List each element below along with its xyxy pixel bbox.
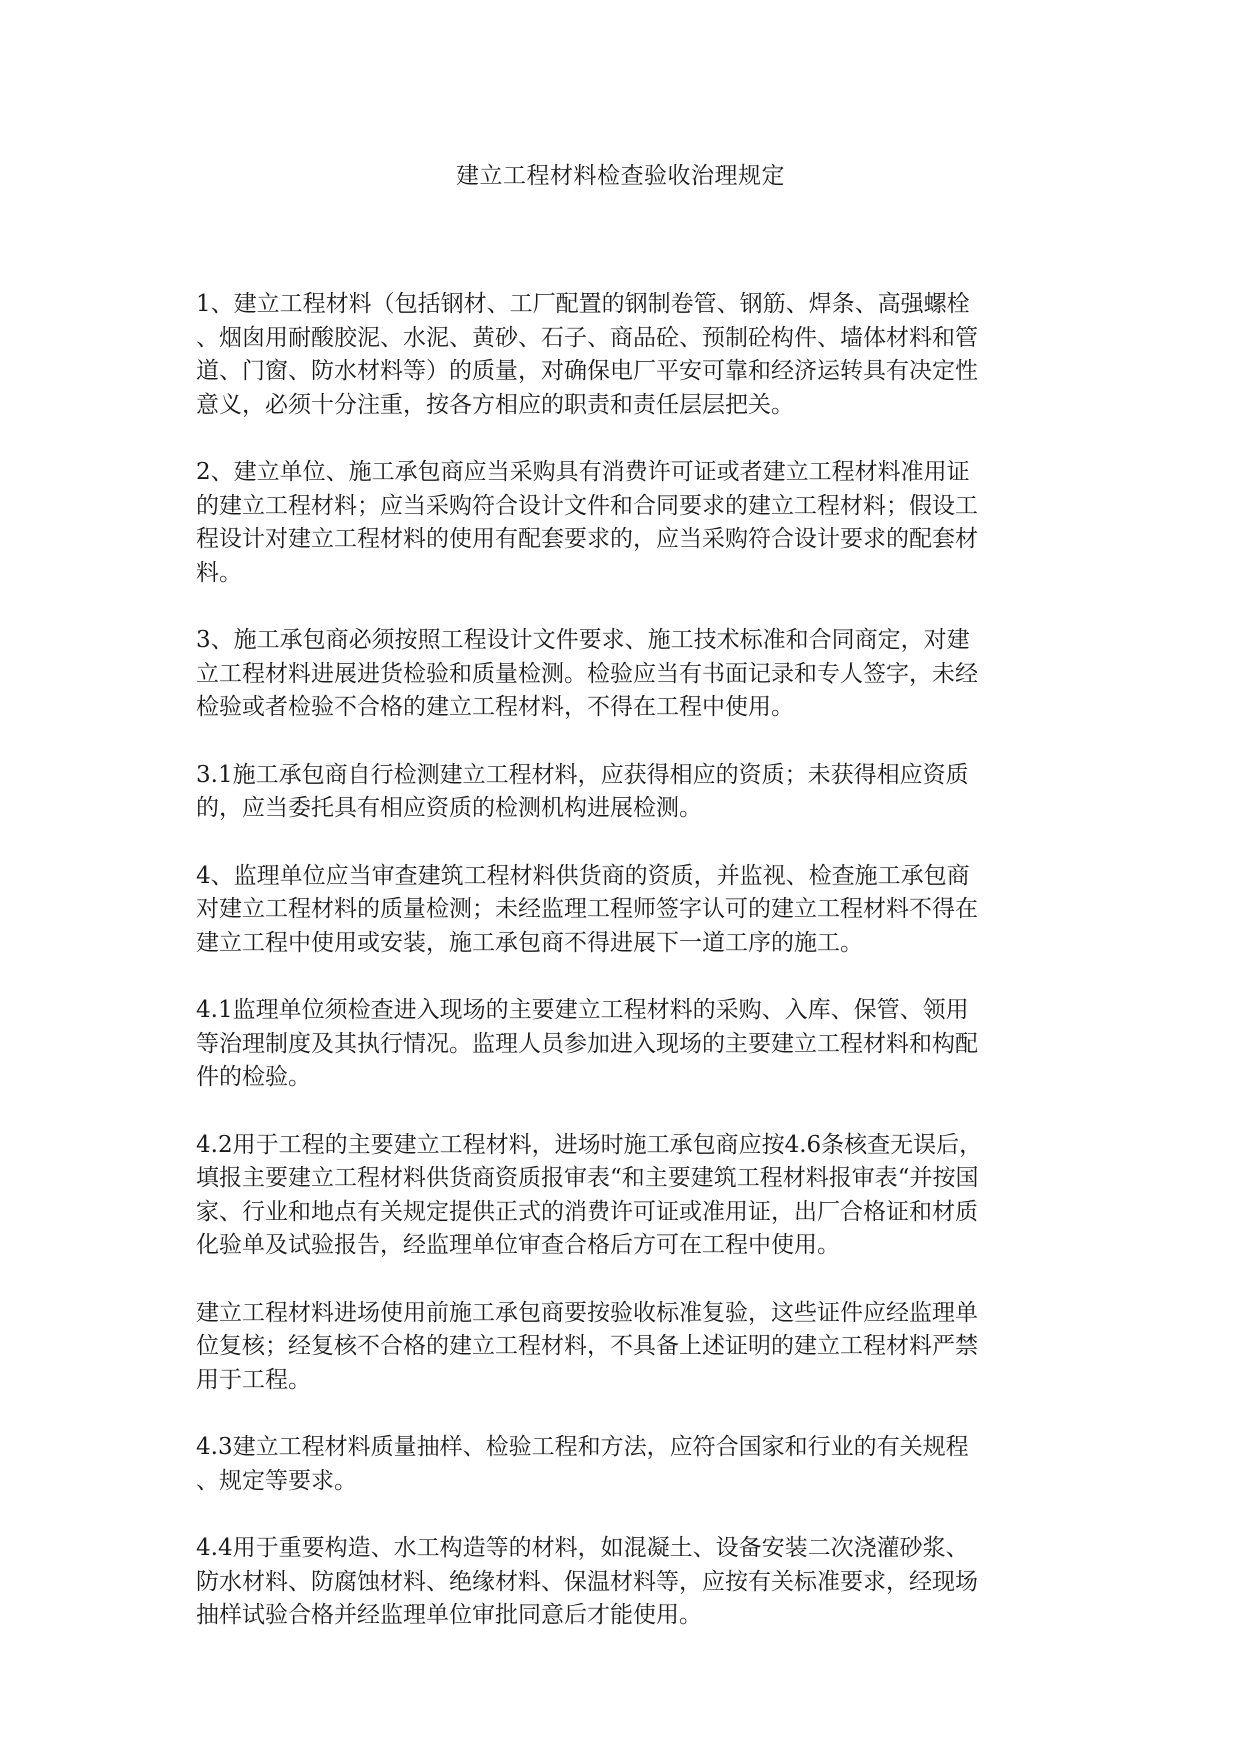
text-line: 的，应当委托具有相应资质的检测机构进展检测。 bbox=[196, 795, 702, 821]
text-line: 化验单及试验报告，经监理单位审查合格后方可在工程中使用。 bbox=[196, 1232, 840, 1258]
text-line: 用于工程。 bbox=[196, 1366, 311, 1393]
text-line: 意义，必须十分注重，按各方相应的职责和责任层层把关。 bbox=[196, 391, 794, 418]
text-line: 立工程材料进展进货检验和质量检测。检验应当有书面记录和专人签字，未经 bbox=[196, 660, 978, 687]
text-line: 填报主要建立工程材料供货商资质报审表“和主要建筑工程材料报审表“并按国 bbox=[196, 1165, 979, 1191]
text-line: 对建立工程材料的质量检测；未经监理工程师签字认可的建立工程材料不得在 bbox=[196, 896, 978, 922]
text-line: 4.4用于重要构造、水工构造等的材料，如混凝土、设备安装二次浇灌砂浆、 bbox=[196, 1535, 969, 1561]
text-line: 、规定等要求。 bbox=[196, 1467, 357, 1494]
text-line: 4.3建立工程材料质量抽样、检验工程和方法，应符合国家和行业的有关规程 bbox=[196, 1434, 969, 1460]
text-line: 4、监理单位应当审查建筑工程材料供货商的资质，并监视、检查施工承包商 bbox=[196, 862, 970, 889]
paragraph-1 bbox=[196, 288, 1054, 422]
document-body bbox=[196, 288, 1054, 1667]
text-line: 2、建立单位、施工承包商应当采购具有消费许可证或者建立工程材料准用证 bbox=[196, 459, 970, 485]
text-line: 程设计对建立工程材料的使用有配套要求的，应当采购符合设计要求的配套材 bbox=[196, 526, 978, 552]
text-line: 建立工程中使用或安装，施工承包商不得进展下一道工序的施工。 bbox=[196, 929, 863, 956]
text-line: 防水材料、防腐蚀材料、绝缘材料、保温材料等，应按有关标准要求，经现场 bbox=[196, 1568, 978, 1595]
text-line: 3.1施工承包商自行检测建立工程材料，应获得相应的资质；未获得相应资质 bbox=[196, 761, 969, 788]
paragraph-3 bbox=[196, 624, 1054, 725]
text-line: 检验或者检验不合格的建立工程材料，不得在工程中使用。 bbox=[196, 694, 794, 720]
text-line: 料。 bbox=[196, 559, 242, 586]
text-line: 建立工程材料进场使用前施工承包商要按验收标准复验，这些证件应经监理单 bbox=[196, 1299, 978, 1326]
paragraph-4-1 bbox=[196, 994, 1054, 1095]
text-line: 、烟囱用耐酸胶泥、水泥、黄砂、石子、商品砼、预制砼构件、墙体材料和管 bbox=[196, 324, 978, 351]
text-line: 位复核；经复核不合格的建立工程材料，不具备上述证明的建立工程材料严禁 bbox=[196, 1333, 978, 1359]
text-line: 4.2用于工程的主要建立工程材料，进场时施工承包商应按4.6条核查无误后， bbox=[196, 1131, 983, 1158]
paragraph-4-3 bbox=[196, 1431, 1054, 1498]
text-line: 抽样试验合格并经监理单位审批同意后才能使用。 bbox=[196, 1602, 702, 1628]
paragraph-4-2-continued bbox=[196, 1297, 1054, 1398]
paragraph-4-4 bbox=[196, 1532, 1054, 1633]
document-title: 建立工程材料检查验收治理规定 bbox=[456, 163, 785, 189]
paragraph-2 bbox=[196, 456, 1054, 590]
text-line: 3、施工承包商必须按照工程设计文件要求、施工技术标准和合同商定，对建 bbox=[196, 627, 970, 653]
text-line: 家、行业和地点有关规定提供正式的消费许可证或准用证，出厂合格证和材质 bbox=[196, 1198, 978, 1225]
text-line: 道、门窗、防水材料等）的质量，对确保电厂平安可靠和经济运转具有决定性 bbox=[196, 358, 978, 384]
paragraph-4-2 bbox=[196, 1129, 1054, 1263]
text-line: 件的检验。 bbox=[196, 1064, 311, 1090]
paragraph-3-1 bbox=[196, 759, 1054, 826]
text-line: 等治理制度及其执行情况。监理人员参加进入现场的主要建立工程材料和构配 bbox=[196, 1030, 978, 1057]
text-line: 4.1监理单位须检查进入现场的主要建立工程材料的采购、入库、保管、领用 bbox=[196, 997, 969, 1023]
text-line: 的建立工程材料；应当采购符合设计文件和合同要求的建立工程材料；假设工 bbox=[196, 492, 978, 519]
paragraph-4 bbox=[196, 860, 1054, 961]
text-line: 1、建立工程材料（包括钢材、工厂配置的钢制卷管、钢筋、焊条、高强螺栓 bbox=[196, 291, 970, 317]
